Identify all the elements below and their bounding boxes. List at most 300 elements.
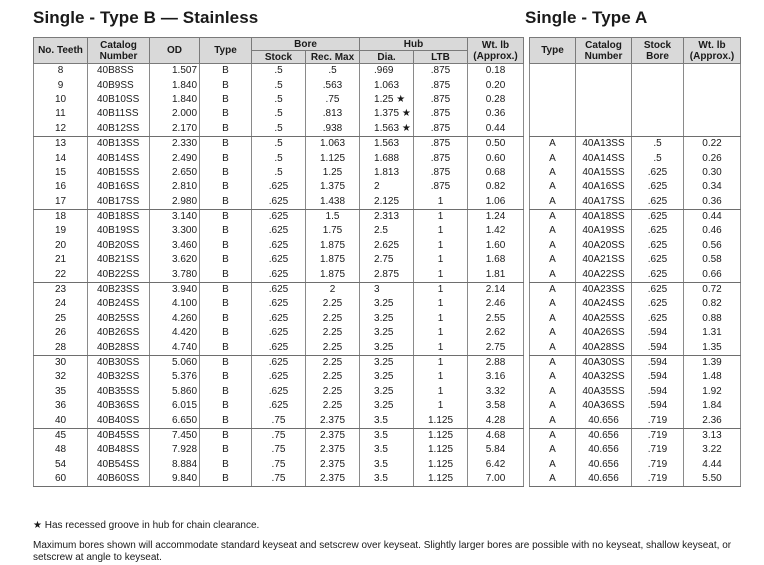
cell-wt: 3.16 [468,370,524,384]
cell-a_bore: .625 [632,267,684,282]
cell-teeth: 60 [34,472,88,487]
cell-type: B [200,443,252,457]
cell-dia: 2 [360,180,414,194]
cell-teeth: 54 [34,458,88,472]
cell-dia: 3.5 [360,428,414,443]
cell-wt: 0.68 [468,166,524,180]
cell-a_type: A [530,326,576,340]
cell-a_type: A [530,413,576,428]
cell-cat: 40B10SS [88,93,150,107]
cell-ltb: 1.125 [414,443,468,457]
cell-stock: .75 [252,413,306,428]
cell-max: 2 [306,282,360,297]
table-row [530,78,741,92]
cell-teeth: 17 [34,195,88,210]
cell-ltb: .875 [414,122,468,137]
cell-a_wt: 1.84 [684,399,741,413]
cell-teeth: 28 [34,340,88,355]
cell-max: 1.125 [306,151,360,165]
cell-od: 3.460 [150,239,200,253]
cell-cat: 40B24SS [88,297,150,311]
cell-stock: .625 [252,340,306,355]
cell-a_cat: 40A16SS [576,180,632,194]
table-row [34,428,524,443]
table-row [34,312,524,326]
cell-dia: 3.25 [360,340,414,355]
cell-stock: .625 [252,326,306,340]
table-row [34,326,524,340]
cell-wt: 0.28 [468,93,524,107]
cell-teeth: 24 [34,297,88,311]
footnote-bores: Maximum bores shown will accommodate standard keyseat and setscrew over keyseat. Slightly larger bores are possible with no keyseat, shallow keyseat, or setscrew at angle to keyseat. [33,540,732,563]
cell-teeth: 16 [34,180,88,194]
cell-dia: 3.25 [360,312,414,326]
cell-dia: 3.5 [360,472,414,487]
cell-dia: 1.563 ★ [360,122,414,137]
cell-a_type: A [530,282,576,297]
table-row [34,166,524,180]
cell-dia: 3.25 [360,297,414,311]
cell-teeth: 30 [34,355,88,370]
cell-cat: 40B48SS [88,443,150,457]
cell-stock: .625 [252,267,306,282]
cell-wt: 4.28 [468,413,524,428]
cell-type: B [200,428,252,443]
table-row [34,64,524,79]
cell-a_bore: .625 [632,195,684,210]
cell-a_bore [632,93,684,107]
cell-od: 5.376 [150,370,200,384]
cell-od: 4.260 [150,312,200,326]
cell-dia: 2.125 [360,195,414,210]
cell-a_bore: .625 [632,282,684,297]
cell-ltb: 1 [414,399,468,413]
cell-a_cat: 40A20SS [576,239,632,253]
cell-dia: 3.5 [360,443,414,457]
cell-a_wt: 3.13 [684,428,741,443]
cell-stock: .75 [252,443,306,457]
cell-od: 2.000 [150,107,200,121]
cell-a_type: A [530,166,576,180]
cell-a_cat: 40A24SS [576,297,632,311]
cell-teeth: 9 [34,78,88,92]
cell-a_bore: .594 [632,385,684,399]
cell-wt: 0.60 [468,151,524,165]
cell-stock: .5 [252,151,306,165]
cell-type: B [200,151,252,165]
cell-a_wt: 0.22 [684,136,741,151]
cell-type: B [200,166,252,180]
table-row [530,312,741,326]
table-row [530,122,741,137]
cell-cat: 40B13SS [88,136,150,151]
cell-teeth: 14 [34,151,88,165]
cell-a_wt: 2.36 [684,413,741,428]
table-row [530,195,741,210]
cell-stock: .75 [252,428,306,443]
cell-a_bore: .594 [632,399,684,413]
cell-od: 4.420 [150,326,200,340]
cell-a_cat: 40.656 [576,443,632,457]
table-row [530,253,741,267]
cell-cat: 40B60SS [88,472,150,487]
cell-ltb: 1 [414,253,468,267]
cell-od: 3.940 [150,282,200,297]
cell-od: 2.980 [150,195,200,210]
cell-ltb: 1.125 [414,428,468,443]
cell-a_type: A [530,195,576,210]
cell-type: B [200,312,252,326]
cell-cat: 40B54SS [88,458,150,472]
cell-max: .75 [306,93,360,107]
cell-wt: 2.75 [468,340,524,355]
table-row [34,413,524,428]
cell-wt: 1.24 [468,209,524,224]
table-row [34,224,524,238]
cell-a_wt: 0.58 [684,253,741,267]
cell-cat: 40B26SS [88,326,150,340]
table-row [530,399,741,413]
cell-teeth: 8 [34,64,88,79]
cell-dia: 3.5 [360,413,414,428]
cell-cat: 40B18SS [88,209,150,224]
cell-od: 4.100 [150,297,200,311]
cell-a_bore: .625 [632,253,684,267]
cell-od: 2.810 [150,180,200,194]
cell-teeth: 21 [34,253,88,267]
cell-cat: 40B30SS [88,355,150,370]
cell-a_wt [684,64,741,79]
cell-teeth: 12 [34,122,88,137]
cell-a_type: A [530,180,576,194]
cell-stock: .75 [252,458,306,472]
cell-teeth: 15 [34,166,88,180]
cell-a_cat [576,78,632,92]
cell-a_cat: 40A25SS [576,312,632,326]
cell-a_cat: 40A35SS [576,385,632,399]
table-row [34,239,524,253]
cell-a_cat: 40A26SS [576,326,632,340]
cell-ltb: 1 [414,282,468,297]
cell-max: 2.25 [306,312,360,326]
table-row [34,370,524,384]
cell-od: 2.490 [150,151,200,165]
header-weight: Wt. lb (Approx.) [468,38,524,64]
cell-a_type: A [530,443,576,457]
cell-a_cat: 40.656 [576,472,632,487]
cell-a_type: A [530,340,576,355]
cell-dia: 2.625 [360,239,414,253]
cell-cat: 40B28SS [88,340,150,355]
cell-od: 1.840 [150,78,200,92]
header-hub-ltb: LTB [414,51,468,64]
table-row [34,385,524,399]
table-row [34,472,524,487]
cell-od: 3.620 [150,253,200,267]
cell-ltb: 1 [414,312,468,326]
table-row [34,443,524,457]
cell-dia: 3.25 [360,385,414,399]
cell-teeth: 22 [34,267,88,282]
table-row [34,399,524,413]
cell-teeth: 10 [34,93,88,107]
cell-wt: 0.18 [468,64,524,79]
cell-a_wt: 0.88 [684,312,741,326]
cell-a_bore [632,64,684,79]
cell-dia: 3.25 [360,326,414,340]
cell-type: B [200,413,252,428]
cell-max: 2.25 [306,399,360,413]
cell-a_cat: 40.656 [576,413,632,428]
cell-a_type: A [530,370,576,384]
cell-a_cat: 40A19SS [576,224,632,238]
cell-od: 2.650 [150,166,200,180]
cell-max: 2.25 [306,326,360,340]
cell-max: 2.25 [306,355,360,370]
cell-wt: 0.36 [468,107,524,121]
cell-a_type: A [530,312,576,326]
cell-a_wt: 0.36 [684,195,741,210]
table-row [530,355,741,370]
cell-cat: 40B9SS [88,78,150,92]
table-row [530,267,741,282]
table-row [34,209,524,224]
cell-max: 2.25 [306,340,360,355]
cell-a_cat: 40A15SS [576,166,632,180]
cell-wt: 2.55 [468,312,524,326]
cell-stock: .625 [252,239,306,253]
cell-max: 1.75 [306,224,360,238]
cell-ltb: .875 [414,64,468,79]
cell-ltb: 1 [414,209,468,224]
cell-type: B [200,340,252,355]
cell-od: 3.780 [150,267,200,282]
cell-a_type: A [530,297,576,311]
cell-a_cat: 40A28SS [576,340,632,355]
cell-ltb: .875 [414,151,468,165]
cell-max: 2.375 [306,458,360,472]
cell-cat: 40B20SS [88,239,150,253]
cell-wt: 2.88 [468,355,524,370]
cell-stock: .5 [252,78,306,92]
table-row [530,180,741,194]
table-row [530,282,741,297]
cell-a_type [530,122,576,137]
cell-ltb: 1 [414,267,468,282]
cell-teeth: 36 [34,399,88,413]
footnote-star: ★ Has recessed groove in hub for chain clearance. [33,520,260,531]
cell-cat: 40B12SS [88,122,150,137]
table-row [530,166,741,180]
table-row [34,93,524,107]
cell-stock: .625 [252,195,306,210]
cell-a_type: A [530,355,576,370]
cell-ltb: .875 [414,166,468,180]
cell-dia: 1.375 ★ [360,107,414,121]
cell-stock: .625 [252,282,306,297]
cell-teeth: 11 [34,107,88,121]
cell-od: 6.015 [150,399,200,413]
cell-ltb: 1.125 [414,458,468,472]
cell-teeth: 32 [34,370,88,384]
table-row [34,267,524,282]
cell-ltb: 1 [414,239,468,253]
cell-teeth: 18 [34,209,88,224]
cell-a_cat: 40A22SS [576,267,632,282]
cell-a_bore: .719 [632,458,684,472]
table-row [34,180,524,194]
cell-stock: .5 [252,122,306,137]
cell-od: 3.140 [150,209,200,224]
cell-cat: 40B11SS [88,107,150,121]
cell-stock: .625 [252,224,306,238]
header-bore: Bore [252,38,360,51]
cell-a_wt: 0.30 [684,166,741,180]
header-a-type: Type [530,38,576,64]
cell-ltb: .875 [414,107,468,121]
cell-wt: 0.82 [468,180,524,194]
cell-a_cat: 40A13SS [576,136,632,151]
cell-a_bore [632,107,684,121]
table-row [34,253,524,267]
cell-od: 5.060 [150,355,200,370]
cell-cat: 40B15SS [88,166,150,180]
cell-a_cat [576,122,632,137]
cell-a_wt: 3.22 [684,443,741,457]
table-row [530,385,741,399]
cell-a_bore: .719 [632,472,684,487]
table-row [530,93,741,107]
cell-a_wt: 1.92 [684,385,741,399]
cell-cat: 40B32SS [88,370,150,384]
cell-a_bore: .625 [632,312,684,326]
cell-a_cat: 40A30SS [576,355,632,370]
cell-a_type: A [530,253,576,267]
cell-a_bore: .625 [632,209,684,224]
cell-wt: 0.20 [468,78,524,92]
table-row [530,413,741,428]
table-row [530,224,741,238]
cell-a_type: A [530,472,576,487]
table-row [530,151,741,165]
cell-stock: .75 [252,472,306,487]
cell-dia: 2.5 [360,224,414,238]
cell-od: 3.300 [150,224,200,238]
cell-wt: 3.32 [468,385,524,399]
cell-a_bore: .625 [632,224,684,238]
cell-type: B [200,458,252,472]
header-hub: Hub [360,38,468,51]
cell-a_type: A [530,428,576,443]
cell-teeth: 48 [34,443,88,457]
cell-wt: 6.42 [468,458,524,472]
cell-max: .5 [306,64,360,79]
cell-wt: 2.46 [468,297,524,311]
cell-type: B [200,136,252,151]
header-od: OD [150,38,200,64]
cell-a_type: A [530,399,576,413]
cell-a_bore: .719 [632,413,684,428]
table-row [530,209,741,224]
table-row [530,136,741,151]
header-type: Type [200,38,252,64]
cell-a_bore: .625 [632,166,684,180]
cell-ltb: 1.125 [414,472,468,487]
cell-a_type: A [530,209,576,224]
cell-a_bore: .625 [632,297,684,311]
cell-dia: 2.313 [360,209,414,224]
cell-a_bore: .5 [632,136,684,151]
cell-stock: .625 [252,355,306,370]
cell-type: B [200,370,252,384]
table-row [530,297,741,311]
cell-wt: 0.44 [468,122,524,137]
cell-stock: .5 [252,107,306,121]
cell-a_wt: 0.72 [684,282,741,297]
cell-a_type: A [530,385,576,399]
cell-teeth: 35 [34,385,88,399]
cell-max: 1.438 [306,195,360,210]
cell-stock: .625 [252,399,306,413]
cell-max: 1.875 [306,239,360,253]
cell-dia: 1.813 [360,166,414,180]
table-row [34,355,524,370]
cell-a_wt: 0.56 [684,239,741,253]
cell-stock: .625 [252,253,306,267]
cell-type: B [200,267,252,282]
cell-a_wt: 1.31 [684,326,741,340]
cell-a_wt: 1.48 [684,370,741,384]
table-row [34,78,524,92]
cell-dia: 2.75 [360,253,414,267]
cell-cat: 40B35SS [88,385,150,399]
cell-cat: 40B45SS [88,428,150,443]
cell-od: 7.928 [150,443,200,457]
cell-type: B [200,78,252,92]
cell-a_bore: .594 [632,355,684,370]
title-type-a: Single - Type A [525,8,648,27]
cell-a_bore: .594 [632,340,684,355]
cell-a_cat [576,93,632,107]
cell-a_wt: 1.35 [684,340,741,355]
cell-a_type: A [530,224,576,238]
cell-dia: 3.25 [360,355,414,370]
cell-a_wt: 0.82 [684,297,741,311]
cell-dia: 1.25 ★ [360,93,414,107]
cell-cat: 40B36SS [88,399,150,413]
cell-dia: .969 [360,64,414,79]
cell-a_bore: .5 [632,151,684,165]
cell-max: 2.375 [306,428,360,443]
cell-a_type: A [530,151,576,165]
table-row [530,443,741,457]
cell-cat: 40B8SS [88,64,150,79]
cell-a_bore: .719 [632,428,684,443]
cell-cat: 40B25SS [88,312,150,326]
cell-type: B [200,253,252,267]
cell-od: 8.884 [150,458,200,472]
table-row [530,458,741,472]
header-a-catalog-number: Catalog Number [576,38,632,64]
cell-cat: 40B21SS [88,253,150,267]
cell-a_type: A [530,458,576,472]
cell-ltb: 1 [414,326,468,340]
cell-ltb: 1 [414,370,468,384]
cell-od: 6.650 [150,413,200,428]
cell-a_bore: .719 [632,443,684,457]
table-row [34,195,524,210]
cell-max: 2.375 [306,443,360,457]
